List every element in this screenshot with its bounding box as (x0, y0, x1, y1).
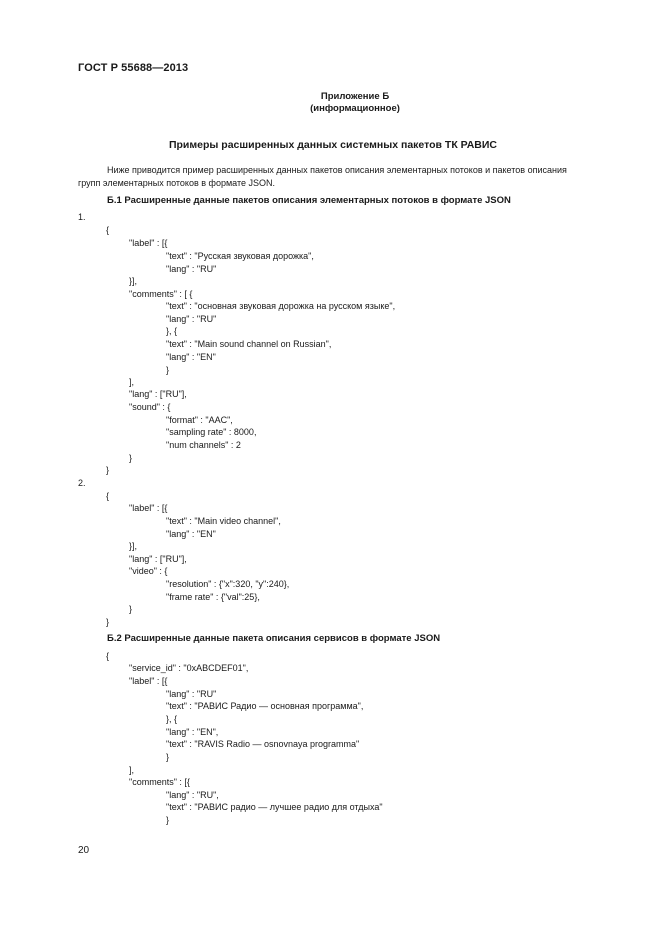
code-line: ], (129, 765, 135, 775)
code-line: "lang" : ["RU"], (129, 389, 187, 399)
code-line: 2. (78, 478, 86, 488)
code-line: "num channels" : 2 (166, 440, 241, 450)
page-title: Примеры расширенных данных системных пакетов ТК РАВИС (168, 139, 498, 151)
code-line: } (166, 752, 170, 762)
code-line: "video" : { (129, 566, 168, 576)
code-line: }], (129, 276, 138, 286)
code-line: "text" : "РАВИС Радио — основная программа", (166, 701, 364, 711)
code-line: "comments" : [{ (129, 777, 190, 787)
code-line: "text" : "Main sound channel on Russian", (166, 339, 332, 349)
code-line: "text" : "RAVIS Radio — osnovnaya programma" (166, 739, 360, 749)
code-line: } (129, 604, 133, 614)
code-line: } (129, 453, 133, 463)
code-line: "sound" : { (129, 402, 171, 412)
code-line: "text" : "Main video channel", (166, 516, 281, 526)
code-line: "lang" : "EN", (166, 727, 219, 737)
page-number: 20 (78, 845, 90, 856)
code-line: "label" : [{ (129, 676, 168, 686)
code-line: "lang" : "RU", (166, 790, 219, 800)
code-line: { (106, 225, 110, 235)
code-line: "frame rate" : {"val":25}, (166, 592, 260, 602)
code-line: "lang" : "RU" (166, 314, 217, 324)
document-code: ГОСТ Р 55688—2013 (78, 62, 189, 74)
code-line: "text" : "основная звуковая дорожка на русском языке", (166, 301, 396, 311)
code-line: "text" : "РАВИС радио — лучшее радио для отдыха" (166, 802, 383, 812)
code-line: 1. (78, 212, 86, 222)
code-line: "comments" : [ { (129, 289, 193, 299)
code-line: "lang" : ["RU"], (129, 554, 187, 564)
code-line: "lang" : "EN" (166, 352, 216, 362)
section-heading-b1: Б.1 Расширенные данные пакетов описания элементарных потоков в формате JSON (107, 195, 511, 206)
code-line: "resolution" : {"x":320, "y":240}, (166, 579, 290, 589)
code-line: }, { (166, 326, 178, 336)
code-line: } (106, 617, 110, 627)
code-line: "lang" : "RU" (166, 689, 217, 699)
code-line: "label" : [{ (129, 238, 168, 248)
code-line: }], (129, 541, 138, 551)
intro-line: Ниже приводится пример расширенных данных пакетов описания элементарных потоков и пакетов описания (107, 165, 567, 175)
code-line: } (166, 815, 170, 825)
appendix-type: (информационное) (310, 103, 400, 114)
intro-line: групп элементарных потоков в формате JSON. (78, 178, 275, 188)
code-line: } (106, 465, 110, 475)
code-line: "service_id" : "0xABCDEF01", (129, 663, 249, 673)
code-line: { (106, 651, 110, 661)
code-line: "lang" : "EN" (166, 529, 216, 539)
code-line: } (166, 365, 170, 375)
code-line: { (106, 491, 110, 501)
appendix-title: Приложение Б (320, 91, 390, 102)
code-line: "text" : "Русская звуковая дорожка", (166, 251, 314, 261)
code-line: "label" : [{ (129, 503, 168, 513)
code-line: }, { (166, 714, 178, 724)
code-line: "lang" : "RU" (166, 264, 217, 274)
code-line: "sampling rate" : 8000, (166, 427, 257, 437)
code-line: "format" : "AAC", (166, 415, 233, 425)
code-line: ], (129, 377, 135, 387)
section-heading-b2: Б.2 Расширенные данные пакета описания сервисов в формате JSON (107, 633, 441, 644)
